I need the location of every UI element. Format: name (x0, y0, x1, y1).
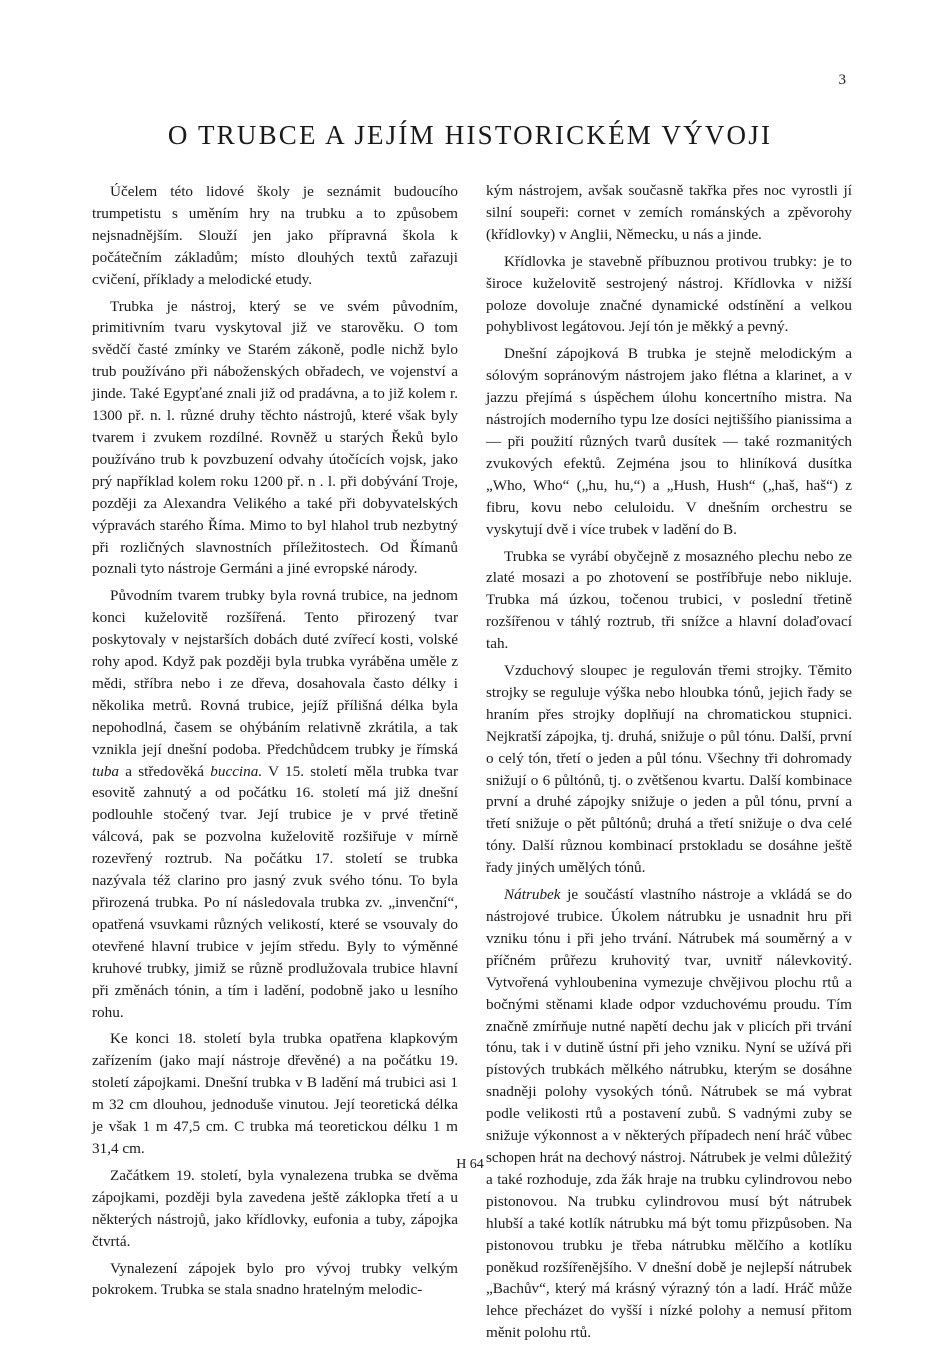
paragraph-intro: Účelem této lidové školy je seznámit budoucího trumpetistu s uměním hry na trubku a to způsobem nejsnadnějším. Slouží jen jako přípravná škola k počátečním základům; místo dlouhých textů zařazuji cvičení, příklady a melodické etudy. (92, 183, 458, 288)
text-span: je součástí vlastního nástroje a vkládá se do nástrojové trubice. Úkolem nátrubku je usnadnit hru při vzniku tónu i při jeho trvání. Nátrubek má souměrný a v příčném průřezu kruhovitý tvar, uvnitř nálevkovitý. Vytvořená vyhloubenina vymezuje chvějivou plochu rtů a bočnými stěnami klade odpor vzduchovému proudu. Tím značně zmírňuje nutné napětí dechu jak v plicích při trvání tónu, tak i v dutině ústní při jeho vzniku. Nyní se užívá při pístových trubkách mělkého nátrubku, kterým se dosáhne snadněji polohy vysokých tónů. Nátrubek se má vybrat podle velikosti rtů a postavení zubů. S vadnými zuby se snižuje výkonnost a v některých případech není hráč vůbec schopen hrát na dechový nástroj. Nátrubek je velmi důležitý a také rozhoduje, zda žák hraje na trubku cylindrovou nebo pistonovou. Na trubku cylindrovou musí být nátrubek hlubší a také kotlík nátrubku má být tomu přizpůsoben. Na pistonovou trubku je třeba nátrubku mělčího a kotlíku poněkud rozšířenějšího. V dnešní době je nejlepší nátrubek „Bachův“, který má krásný výrazný tón a ladí. Hráč může lehce přecházet do vyšší i nízké polohy a nemusí přitom měnit polohu rtů. (486, 886, 852, 1342)
text-span: a středověká (119, 762, 211, 780)
footer-code: H 64 (456, 1157, 484, 1172)
paragraph-19th-century: Začátkem 19. století, byla vynalezena trubka se dvěma zápojkami, později byla zavedena ještě záklopka třetí a u některých nástrojů, jako křídlovky, eufonia a tuby, zápojka čtvrtá. (92, 1166, 458, 1250)
paragraph-mouthpiece (486, 884, 852, 1344)
italic-term-buccina: buccina. (210, 762, 263, 780)
left-column (92, 180, 458, 1349)
paragraph-original-shape (92, 585, 458, 1023)
paragraph-18th-century: Ke konci 18. století byla trubka opatřena klapkovým zařízením (jako mají nástroje dřevěné) a na počátku 19. století zápojkami. Dnešní trubka v B ladění má trubici asi 1 m 32 cm dlouhou, jednoduše vinutou. Její teoretická délka je však 1 m 47,5 cm. C trubka má teoretickou délku 1 m 31,4 cm. (92, 1030, 458, 1157)
page-number: 3 (838, 72, 846, 88)
italic-term-tuba: tuba (92, 762, 120, 780)
paragraph-history: Trubka je nástroj, který se ve svém původním, primitivním tvaru vyskytoval již ve starověku. O tom svědčí časté zmínky ve Starém zákoně, podle nichž bylo trub používáno při náboženských obřadech, ve vojenství a jinde. Také Egypťané znali již od pradávna, a to již kolem r. 1300 př. n. l. různé druhy těchto nástrojů, které však byly tvarem i zvukem rozdílné. Rovněž u starých Řeků bylo používáno trub k povzbuzení odvahy útočících vojsk, jako prý například kolem roku 1200 př. n . l. při dobývání Troje, později za Alexandra Velikého a také při dobyvatelských výpravách starého Říma. Mimo to byl hlahol trub nezbytný při rozličných slavnostních příležitostech. Od Římanů poznali tyto nástroje Germáni a jiné evropské národy. (92, 297, 458, 578)
page-title: O TRUBCE A JEJÍM HISTORICKÉM VÝVOJI (167, 120, 773, 150)
text-columns (92, 180, 852, 1349)
paragraph-material: Trubka se vyrábí obyčejně z mosazného plechu nebo ze zlaté mosazi a po zhotovení se postříbřuje nebo nikluje. Trubka má úzkou, točenou trubici, v poslední třetině rozšířenou v táhlý roztrub, tři snížce a hlavní dolaďovací tah. (486, 547, 852, 653)
paragraph-valves: Vynalezení zápojek bylo pro vývoj trubky velkým pokrokem. Trubka se stala snadno hratelným melodic- (92, 1259, 458, 1299)
paragraph-modern-trumpet: Dnešní zápojková B trubka je stejně melodickým a sólovým sopránovým nástrojem jako flétna a klarinet, a v jazzu přejímá s úspěchem úlohu koncertního mistra. Na nástrojích moderního typu lze dosíci nejtiššího pianissima a — při použití různých tvarů dusítek — také rozmanitých zvukových efektů. Zejména jsou to hliníková dusítka „Who, Who“ („hu, hu,“) a „Hush, Hush“ („haš, haš“) z fibru, kovu nebo celuloidu. V dnešním orchestru se vyskytují dvě i více trubek v ladění do B. (486, 345, 852, 538)
right-column (486, 180, 852, 1349)
text-span: Původním tvarem trubky byla rovná trubice, na jednom konci kuželovitě rozšířená. Tento přirozený tvar poskytovaly v nejstarších dobách duté zvířecí kosti, volské rohy apod. Když pak později byla trubka vyráběna uměle z mědi, stříbra nebo i ze dřeva, dosahovala často délky i několika metrů. Rovná trubice, jejíž přílišná délka byla nepohodlná, časem se ohýbáním relativně zkrátila, a tak vznikla její dnešní podoba. Předchůdcem trubky je římská (92, 587, 458, 758)
paragraph-continuation: kým nástrojem, avšak současně takřka přes noc vyrostli jí silní soupeři: cornet v zemích románských a zpěvorohy (křídlovky) v Anglii, Německu, u nás a jinde. (486, 182, 852, 243)
paragraph-flugelhorn: Křídlovka je stavebně příbuznou protivou trubky: je to široce kuželovitě sestrojený nástroj. Křídlovka v nižší poloze dovoluje značné dynamické odstínění a velkou pohyblivost legátovou. Její tón je měkký a pevný. (486, 252, 852, 336)
paragraph-air-column: Vzduchový sloupec je regulován třemi strojky. Těmito strojky se reguluje výška nebo hloubka tónů, jejich řady se hraním přes strojky doplňují na chromatickou stupnici. Nejkratší zápojka, tj. druhá, snižuje o půl tónu. Další, první o celý tón, třetí o jeden a půl tónu. Všechny tři dohromady snižují o 6 půltónů, tj. o zvětšenou kvartu. Další kombinace první a druhé zápojky snižuje o jeden a půl tónu, první a třetí snižuje o pět půltónů; druhá a třetí snižuje o dva celé tóny. Další různou kombinací prstokladu se dosáhne ještě řady jiných umělých tónů. (486, 662, 852, 877)
text-span: V 15. století měla trubka tvar esovitě zahnutý a od počátku 16. století má již dnešní podlouhle stočený tvar. Její trubice je v prvé třetině válcová, pak se pozvolna kuželovitě rozšiřuje v mírně rozevřený roztrub. Na počátku 17. století se trubka nazývala též clarino pro jasný zvuk svého tónu. To byla přirozená trubka. Po ní následovala trubka zv. „invenční“, opatřená vsuvkami různých velikostí, které se vsouvaly do otevřené hlavní trubice v jejím středu. Byly to výměnné kruhové trubky, jimiž se různě prodlužovala trubice hlavní při změnách tónin, a tím i ladění, podobně jako u lesního rohu. (92, 762, 459, 1021)
italic-term-natrubek: Nátrubek (504, 886, 561, 904)
